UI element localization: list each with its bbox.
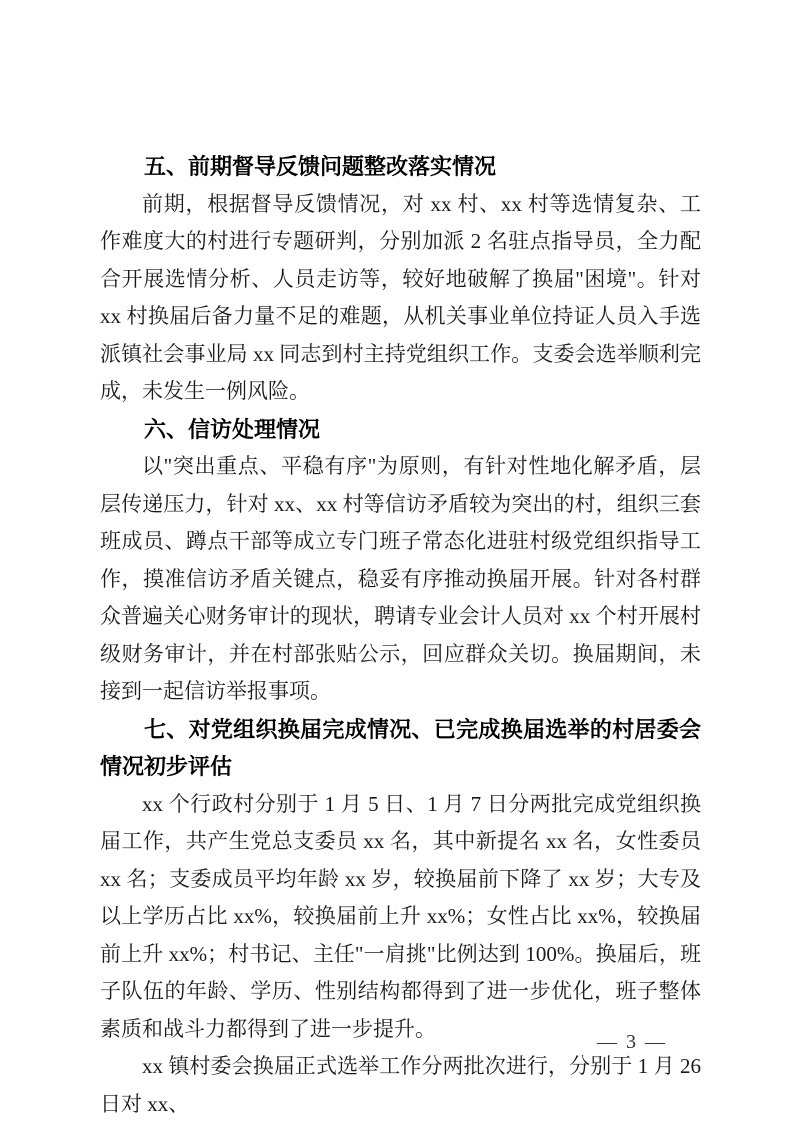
- section-7-heading: 七、对党组织换届完成情况、已完成换届选举的村居委会情况初步评估: [100, 711, 701, 786]
- section-election-evaluation: [100, 711, 701, 1123]
- document-content: [100, 148, 701, 1123]
- section-6-paragraph-1: 以"突出重点、平稳有序"为原则，有针对性地化解矛盾，层层传递压力，针对 xx、xx 村等信访矛盾较为突出的村，组织三套班成员、蹲点干部等成立专门班子常态化进驻村级党组织指导工作，摸准信访矛盾关键点，稳妥有序推动换届开展。针对各村群众普遍关心财务审计的现状，聘请专业会计人员对 xx 个村开展村级财务审计，并在村部张贴公示，回应群众关切。换届期间，未接到一起信访举报事项。: [100, 448, 701, 711]
- section-6-heading: 六、信访处理情况: [100, 411, 701, 449]
- section-7-paragraph-2: xx 镇村委会换届正式选举工作分两批次进行，分别于 1 月 26 日对 xx、: [100, 1048, 701, 1123]
- section-5-paragraph-1: 前期，根据督导反馈情况，对 xx 村、xx 村等选情复杂、工作难度大的村进行专题研判，分别加派 2 名驻点指导员，全力配合开展选情分析、人员走访等，较好地破解了换届"困境"。针对 xx 村换届后备力量不足的难题，从机关事业单位持证人员入手选派镇社会事业局 xx 同志到村主持党组织工作。支委会选举顺利完成，未发生一例风险。: [100, 186, 701, 411]
- section-5-heading: 五、前期督导反馈问题整改落实情况: [100, 148, 701, 186]
- section-supervision-feedback: [100, 148, 701, 411]
- section-7-paragraph-1: xx 个行政村分别于 1 月 5 日、1 月 7 日分两批完成党组织换届工作，共产生党总支委员 xx 名，其中新提名 xx 名，女性委员 xx 名；支委成员平均年龄 xx 岁，较换届前下降了 xx 岁；大专及以上学历占比 xx%，较换届前上升 xx%；女性占比 xx%，较换届前上升 xx%；村书记、主任"一肩挑"比例达到 100%。换届后，班子队伍的年龄、学历、性别结构都得到了进一步优化，班子整体素质和战斗力都得到了进一步提升。: [100, 786, 701, 1049]
- page-number: — 3 —: [597, 1030, 667, 1054]
- section-petition-handling: [100, 411, 701, 711]
